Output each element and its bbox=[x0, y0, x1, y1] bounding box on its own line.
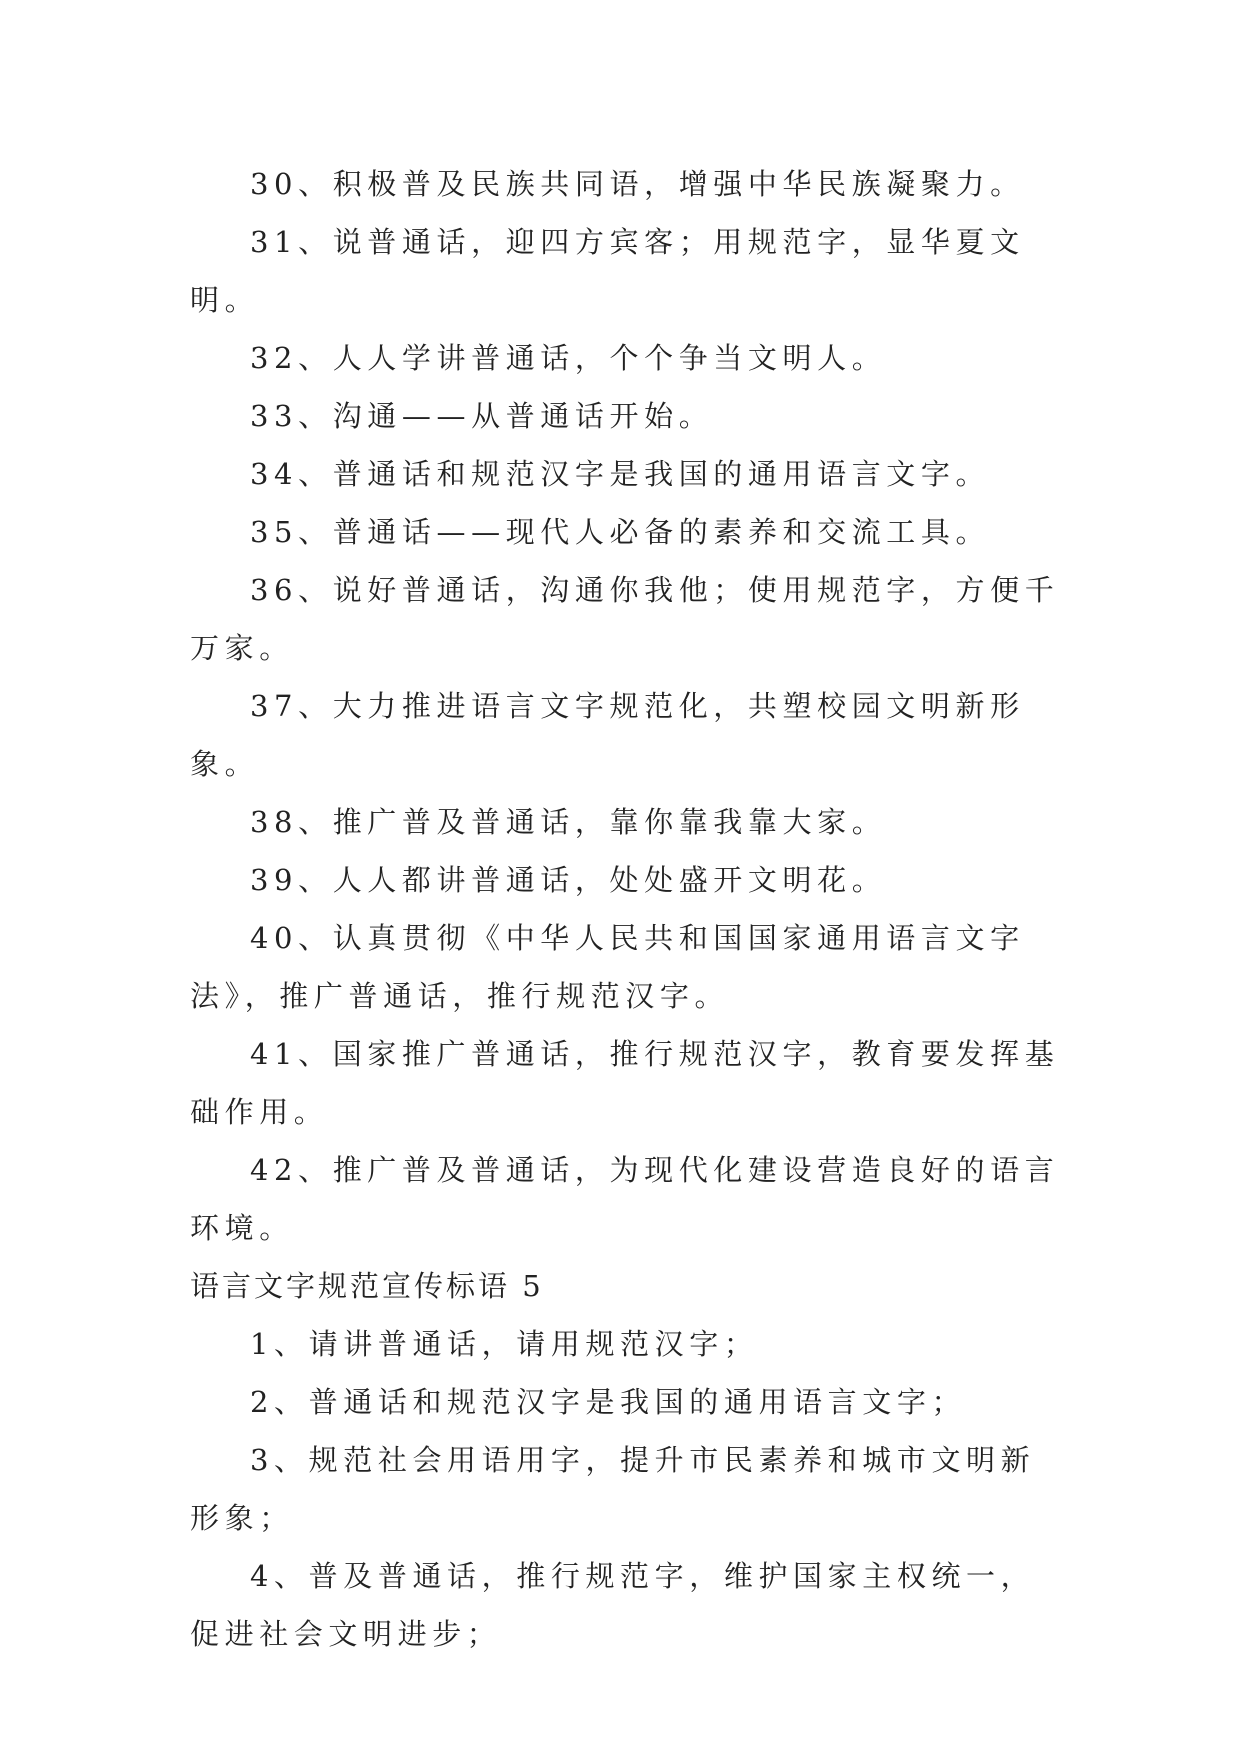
section-slogan-2: 2、普通话和规范汉字是我国的通用语言文字； bbox=[250, 1385, 967, 1419]
section-slogan-4: 4、普及普通话，推行规范字，维护国家主权统一，促进社会文明进步； bbox=[190, 1559, 1036, 1651]
slogan-30: 30、积极普及民族共同语，增强中华民族凝聚力。 bbox=[250, 167, 1025, 201]
section-slogan-3: 3、规范社会用语用字，提升市民素养和城市文明新形象； bbox=[190, 1443, 1036, 1535]
section-heading: 语言文字规范宣传标语 5 bbox=[190, 1269, 544, 1303]
document-body bbox=[190, 155, 1060, 1663]
slogan-42: 42、推广普及普通话，为现代化建设营造良好的语言环境。 bbox=[190, 1153, 1060, 1245]
slogan-41: 41、国家推广普通话，推行规范汉字，教育要发挥基础作用。 bbox=[190, 1037, 1060, 1129]
slogan-35: 35、普通话——现代人必备的素养和交流工具。 bbox=[250, 515, 991, 549]
slogan-33: 33、沟通——从普通话开始。 bbox=[250, 399, 714, 433]
slogan-31: 31、说普通话，迎四方宾客；用规范字，显华夏文明。 bbox=[190, 225, 1025, 317]
section-slogan-1: 1、请讲普通话，请用规范汉字； bbox=[250, 1327, 759, 1361]
slogan-37: 37、大力推进语言文字规范化，共塑校园文明新形象。 bbox=[190, 689, 1025, 781]
slogan-36: 36、说好普通话，沟通你我他；使用规范字，方便千万家。 bbox=[190, 573, 1060, 665]
slogan-39: 39、人人都讲普通话，处处盛开文明花。 bbox=[250, 863, 887, 897]
slogan-34: 34、普通话和规范汉字是我国的通用语言文字。 bbox=[250, 457, 991, 491]
slogan-32: 32、人人学讲普通话，个个争当文明人。 bbox=[250, 341, 887, 375]
slogan-40: 40、认真贯彻《中华人民共和国国家通用语言文字法》，推广普通话，推行规范汉字。 bbox=[190, 921, 1025, 1013]
slogan-38: 38、推广普及普通话，靠你靠我靠大家。 bbox=[250, 805, 887, 839]
